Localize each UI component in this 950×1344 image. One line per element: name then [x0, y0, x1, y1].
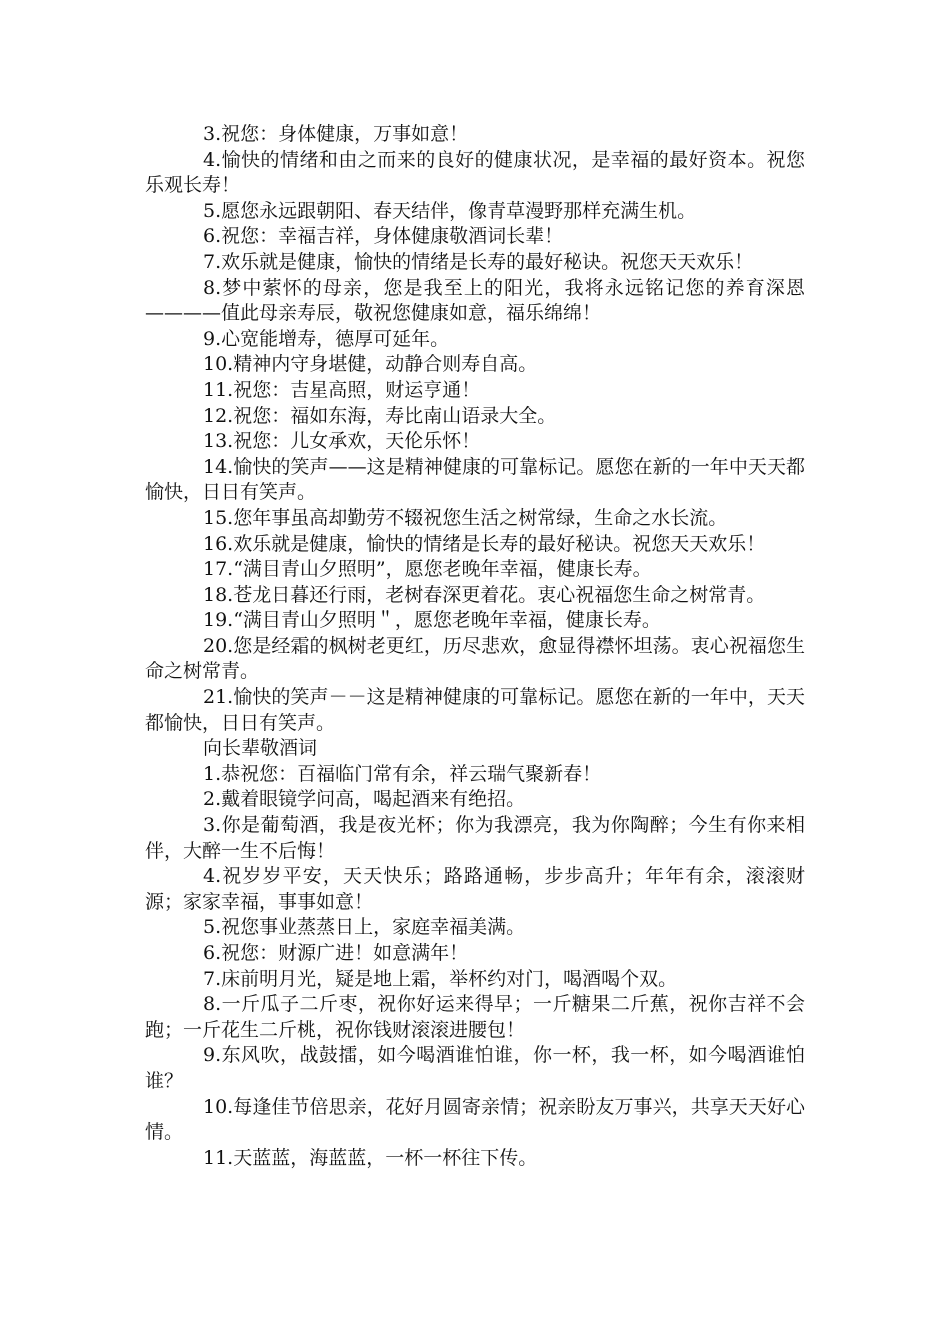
paragraph: 7.床前明月光，疑是地上霜，举杯约对门，喝酒喝个双。 [203, 967, 678, 990]
paragraph: 15.您年事虽高却勤劳不辍祝您生活之树常绿，生命之水长流。 [203, 506, 728, 529]
paragraph: 6.祝您：幸福吉祥，身体健康敬酒词长辈！ [203, 225, 564, 248]
paragraph: 13.祝您：儿女承欢，天伦乐怀！ [203, 430, 481, 453]
paragraph: 4.祝岁岁平安，天天快乐；路路通畅，步步高升；年年有余，滚滚财源；家家幸福，事事如意！ [145, 865, 805, 913]
paragraph: 18.苍龙日暮还行雨，老树春深更着花。衷心祝福您生命之树常青。 [203, 583, 766, 606]
paragraph: 4.愉快的情绪和由之而来的良好的健康状况，是幸福的最好资本。祝您乐观长寿！ [145, 148, 805, 197]
paragraph: 11.祝您：吉星高照，财运亨通！ [203, 378, 481, 401]
paragraph: 6.祝您：财源广进！如意满年！ [203, 942, 469, 964]
paragraph: 2.戴着眼镜学问高，喝起酒来有绝招。 [203, 788, 526, 811]
paragraph: 10.精神内守身堪健，动静合则寿自高。 [203, 353, 538, 376]
paragraph: 19.“满目青山夕照明＂，愿您老晚年幸福，健康长寿。 [203, 609, 661, 632]
paragraph: 8.一斤瓜子二斤枣，祝你好运来得早；一斤糖果二斤蕉，祝你吉祥不会跑；一斤花生二斤桃，祝你钱财滚滚进腰包！ [145, 993, 805, 1041]
paragraph: 8.梦中萦怀的母亲，您是我至上的阳光，我将永远铭记您的养育深恩————值此母亲寿辰，敬祝您健康如意，福乐绵绵！ [145, 276, 805, 325]
paragraph: 7.欢乐就是健康，愉快的情绪是长寿的最好秘诀。祝您天天欢乐！ [203, 250, 754, 273]
paragraph: 12.祝您：福如东海，寿比南山语录大全。 [203, 404, 557, 427]
paragraph: 5.愿您永远跟朝阳、春天结伴，像青草漫野那样充满生机。 [203, 199, 697, 222]
paragraph: 16.欢乐就是健康，愉快的情绪是长寿的最好秘诀。祝您天天欢乐！ [203, 532, 766, 555]
paragraph: 20.您是经霜的枫树老更红，历尽悲欢，愈显得襟怀坦荡。衷心祝福您生命之树常青。 [145, 634, 805, 683]
paragraph: 1.恭祝您：百福临门常有余，祥云瑞气聚新春！ [203, 762, 602, 785]
paragraph: 21.愉快的笑声－－这是精神健康的可靠标记。愿您在新的一年中，天天都愉快，日日有笑声。 [145, 686, 805, 734]
paragraph: 11.天蓝蓝，海蓝蓝，一杯一杯往下传。 [203, 1146, 538, 1169]
paragraph: 14.愉快的笑声——这是精神健康的可靠标记。愿您在新的一年中天天都愉快，日日有笑声。 [145, 455, 805, 504]
section-heading: 向长辈敬酒词 [203, 737, 318, 760]
paragraph: 3.你是葡萄酒，我是夜光杯；你为我漂亮，我为你陶醉；今生有你来相伴，大醉一生不后悔！ [145, 814, 805, 862]
document-body [145, 122, 805, 1171]
paragraph: 9.东风吹，战鼓擂，如今喝酒谁怕谁，你一杯，我一杯，如今喝酒谁怕谁？ [145, 1044, 805, 1092]
paragraph: 9.心宽能增寿，德厚可延年。 [203, 327, 450, 350]
paragraph: 5.祝您事业蒸蒸日上，家庭幸福美满。 [203, 916, 526, 939]
paragraph: 3.祝您：身体健康，万事如意！ [203, 123, 469, 145]
paragraph: 17.“满目青山夕照明”，愿您老晚年幸福，健康长寿。 [203, 558, 652, 581]
paragraph: 10.每逢佳节倍思亲，花好月圆寄亲情；祝亲盼友万事兴，共享天天好心情。 [145, 1095, 805, 1144]
